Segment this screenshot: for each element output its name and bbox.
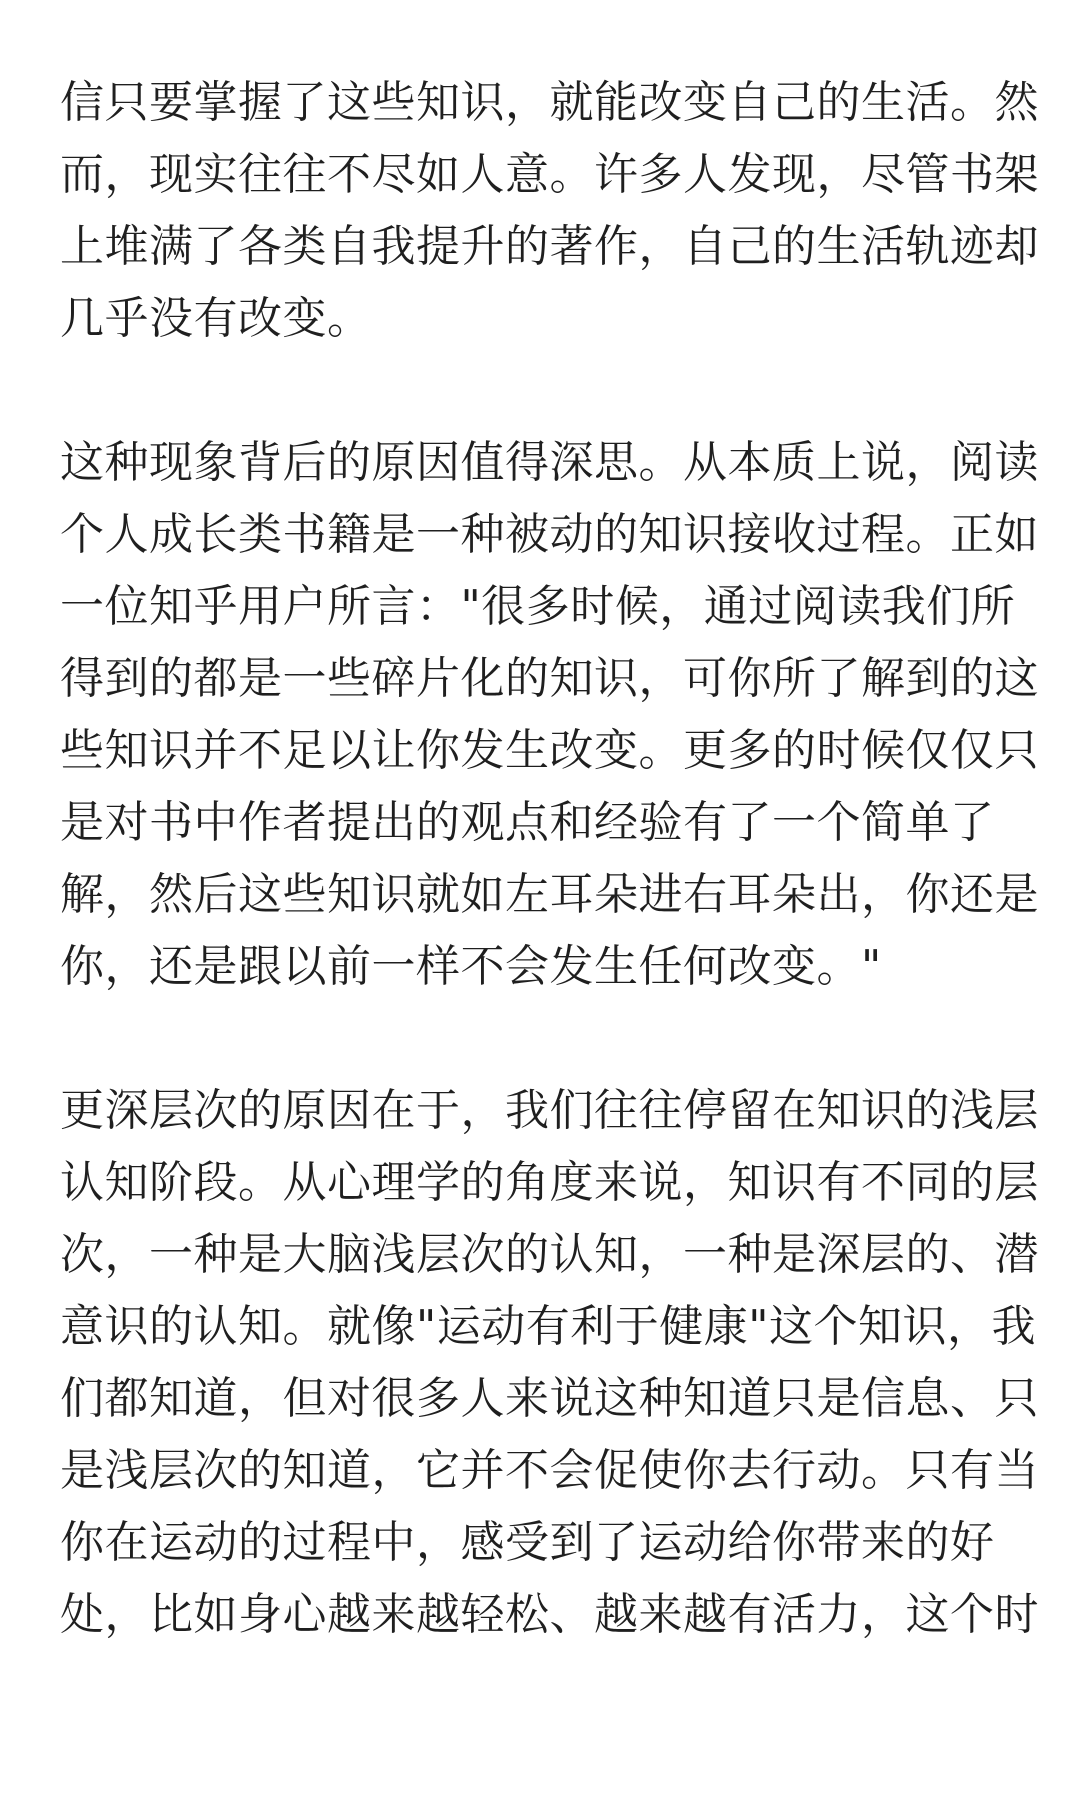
text-line: 而，现实往往不尽如人意。许多人发现，尽管书架: [60, 149, 1039, 200]
paragraph-1: [60, 67, 1039, 355]
text-line: 上堆满了各类自我提升的著作，自己的生活轨迹却: [60, 221, 1039, 272]
text-line: 意识的认知。就像"运动有利于健康"这个知识，我: [60, 1301, 1036, 1352]
text-line: 认知阶段。从心理学的角度来说，知识有不同的层: [60, 1157, 1039, 1208]
paragraph-2: [60, 427, 1039, 1003]
text-line: 是浅层次的知道，它并不会促使你去行动。只有当: [60, 1445, 1039, 1496]
paragraph-3: [60, 1075, 1039, 1651]
text-line: 你，还是跟以前一样不会发生任何改变。": [60, 941, 882, 992]
text-line: 得到的都是一些碎片化的知识，可你所了解到的这: [60, 653, 1039, 704]
text-line: 处，比如身心越来越轻松、越来越有活力，这个时: [60, 1589, 1039, 1640]
article-body: [60, 67, 1039, 1723]
text-line: 次，一种是大脑浅层次的认知，一种是深层的、潜: [60, 1229, 1039, 1280]
text-line: 信只要掌握了这些知识，就能改变自己的生活。然: [60, 77, 1039, 128]
text-line: 一位知乎用户所言："很多时候，通过阅读我们所: [60, 581, 1016, 632]
text-line: 个人成长类书籍是一种被动的知识接收过程。正如: [60, 509, 1039, 560]
text-line: 这种现象背后的原因值得深思。从本质上说，阅读: [60, 437, 1039, 488]
text-line: 是对书中作者提出的观点和经验有了一个简单了: [60, 797, 995, 848]
text-line: 几乎没有改变。: [60, 293, 372, 344]
text-line: 们都知道，但对很多人来说这种知道只是信息、只: [60, 1373, 1039, 1424]
text-line: 更深层次的原因在于，我们往往停留在知识的浅层: [60, 1085, 1039, 1136]
text-line: 些知识并不足以让你发生改变。更多的时候仅仅只: [60, 725, 1039, 776]
text-line: 你在运动的过程中，感受到了运动给你带来的好: [60, 1517, 995, 1568]
text-line: 解，然后这些知识就如左耳朵进右耳朵出，你还是: [60, 869, 1039, 920]
